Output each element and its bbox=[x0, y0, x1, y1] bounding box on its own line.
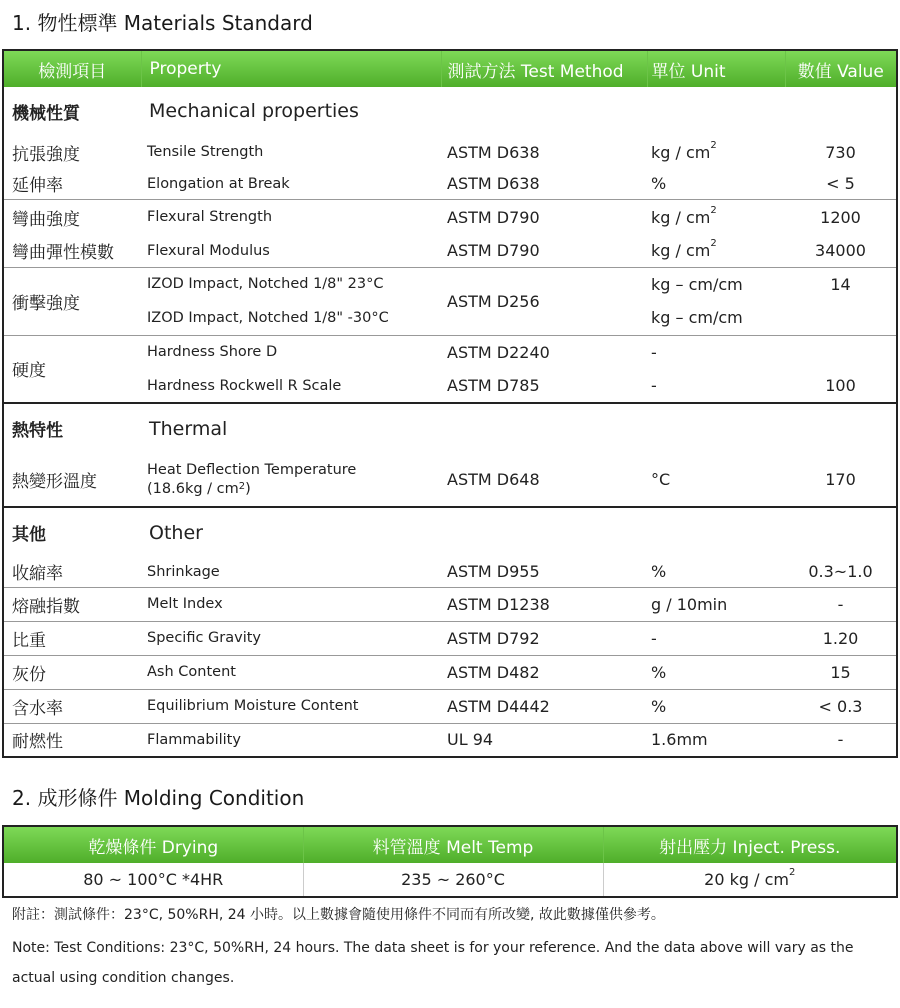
row-value bbox=[785, 301, 897, 335]
table-row bbox=[3, 621, 897, 655]
row-method: ASTM D256 bbox=[441, 267, 647, 335]
row-en: Tensile Strength bbox=[147, 144, 264, 160]
row-zh: 含水率 bbox=[3, 689, 141, 723]
row-unit: - bbox=[651, 376, 657, 395]
row-unit: °C bbox=[651, 470, 671, 489]
row-en: Flexural Strength bbox=[141, 199, 441, 235]
table-row bbox=[3, 267, 897, 301]
row-unit: % bbox=[647, 655, 785, 689]
category-en: Mechanical properties bbox=[149, 100, 359, 122]
row-method: ASTM D955 bbox=[447, 562, 540, 582]
row-method: ASTM D790 bbox=[447, 241, 540, 261]
molding-table bbox=[2, 825, 898, 898]
header-property: Property bbox=[141, 50, 441, 87]
row-en: Hardness Rockwell R Scale bbox=[147, 377, 342, 394]
note-zh: 附註：測試條件：23°C, 50%RH, 24 小時。以上數據會隨使用條件不同而有所改變, 故此數據僅供參考。 bbox=[12, 907, 665, 923]
category-zh: 熱特性 bbox=[3, 403, 141, 453]
row-method: ASTM D648 bbox=[447, 470, 540, 489]
row-method: ASTM D2240 bbox=[441, 335, 647, 369]
header-method: 測試方法 Test Method bbox=[441, 50, 647, 87]
header-inject-press: 射出壓力 Inject. Press. bbox=[603, 826, 897, 863]
molding-value-row bbox=[3, 863, 897, 897]
row-value: - bbox=[785, 723, 897, 757]
row-unit: 1.6mm bbox=[647, 723, 785, 757]
row-method: ASTM D790 bbox=[441, 199, 647, 235]
table-row bbox=[3, 335, 897, 369]
row-en: Equilibrium Moisture Content bbox=[141, 689, 441, 723]
row-zh: 彎曲彈性模數 bbox=[12, 243, 114, 264]
category-row bbox=[3, 507, 897, 557]
table-row bbox=[3, 199, 897, 235]
row-zh: 衝擊強度 bbox=[3, 267, 141, 335]
row-en: Elongation at Break bbox=[147, 175, 290, 192]
table-row bbox=[3, 587, 897, 621]
table-row bbox=[3, 453, 897, 507]
table-row bbox=[3, 689, 897, 723]
table-row bbox=[3, 723, 897, 757]
row-unit: - bbox=[647, 335, 785, 369]
row-unit: kg / $cm^2$ bbox=[651, 238, 717, 261]
header-melt-temp: 料管溫度 Melt Temp bbox=[303, 826, 603, 863]
row-value: 1.20 bbox=[785, 621, 897, 655]
row-value: 0.3~1.0 bbox=[808, 562, 873, 582]
row-en: Ash Content bbox=[141, 655, 441, 689]
category-row bbox=[3, 87, 897, 135]
section-title-molding: 2. 成形條件 Molding Condition bbox=[12, 786, 305, 810]
row-value bbox=[785, 335, 897, 369]
row-value: - bbox=[785, 587, 897, 621]
note-en: Note: Test Conditions: 23°C, 50%RH, 24 hours. The data sheet is for your reference. And the data above will vary as the actual using condition changes. bbox=[12, 940, 854, 986]
row-zh: 延伸率 bbox=[12, 176, 63, 197]
row-en: Flexural Modulus bbox=[147, 242, 270, 259]
category-row bbox=[3, 403, 897, 453]
category-zh: 其他 bbox=[3, 507, 141, 557]
table-row bbox=[3, 235, 897, 267]
category-en: Thermal bbox=[141, 403, 441, 453]
row-zh: 熔融指數 bbox=[3, 587, 141, 621]
row-method: ASTM D638 bbox=[447, 174, 540, 194]
table-row bbox=[3, 135, 897, 169]
row-unit: % bbox=[651, 174, 667, 194]
header-item: 檢測項目 bbox=[3, 50, 141, 87]
category-zh: 機械性質 bbox=[12, 103, 80, 124]
row-value: 14 bbox=[785, 267, 897, 301]
header-value: 數值 Value bbox=[785, 50, 897, 87]
row-value: 170 bbox=[825, 470, 856, 489]
row-zh: 熱變形溫度 bbox=[12, 472, 97, 492]
row-unit: % bbox=[647, 689, 785, 723]
table-row bbox=[3, 557, 897, 587]
row-zh: 耐燃性 bbox=[3, 723, 141, 757]
row-en: Specific Gravity bbox=[141, 621, 441, 655]
row-value: 1200 bbox=[785, 199, 897, 235]
row-method: ASTM D482 bbox=[441, 655, 647, 689]
row-value: < 0.3 bbox=[785, 689, 897, 723]
molding-header-row bbox=[3, 826, 897, 863]
row-en: Heat Deflection Temperature $(18.6kg / cm^2)$ bbox=[147, 461, 357, 497]
row-method: ASTM D638 bbox=[447, 142, 540, 162]
row-unit: kg – cm/cm bbox=[651, 308, 743, 328]
table-header-row bbox=[3, 50, 897, 87]
row-method: ASTM D4442 bbox=[441, 689, 647, 723]
row-method: ASTM D792 bbox=[441, 621, 647, 655]
melt-temp-value: 235 ~ 260°C bbox=[303, 863, 603, 897]
row-value: < 5 bbox=[826, 174, 855, 194]
category-en: Other bbox=[141, 507, 441, 557]
table-row bbox=[3, 169, 897, 199]
row-unit: kg / $cm^2$ bbox=[647, 199, 785, 235]
row-method: ASTM D1238 bbox=[441, 587, 647, 621]
table-row bbox=[3, 655, 897, 689]
row-en: Hardness Shore D bbox=[141, 335, 441, 369]
row-zh: 硬度 bbox=[3, 335, 141, 403]
row-method: ASTM D785 bbox=[447, 376, 540, 395]
row-unit: kg – cm/cm bbox=[647, 267, 785, 301]
row-value: 100 bbox=[825, 376, 856, 395]
drying-value: 80 ~ 100°C *4HR bbox=[3, 863, 303, 897]
row-unit: % bbox=[651, 562, 667, 582]
row-zh: 比重 bbox=[3, 621, 141, 655]
row-method: UL 94 bbox=[441, 723, 647, 757]
row-unit: kg / $cm^2$ bbox=[651, 139, 717, 162]
row-value: 34000 bbox=[815, 241, 866, 261]
row-en: Flammability bbox=[141, 723, 441, 757]
inject-press-value: 20 kg / $cm^2$ bbox=[704, 867, 796, 889]
row-en: Melt Index bbox=[141, 587, 441, 621]
row-en: IZOD Impact, Notched 1/8" -30°C bbox=[147, 309, 389, 326]
row-zh: 收縮率 bbox=[12, 564, 63, 585]
row-zh: 灰份 bbox=[3, 655, 141, 689]
header-drying: 乾燥條件 Drying bbox=[3, 826, 303, 863]
row-unit: g / 10min bbox=[647, 587, 785, 621]
section-title-materials: 1. 物性標準 Materials Standard bbox=[12, 11, 313, 35]
row-value: 730 bbox=[825, 142, 856, 162]
row-zh: 抗張強度 bbox=[12, 144, 80, 165]
row-unit: - bbox=[647, 621, 785, 655]
materials-table bbox=[2, 49, 898, 758]
row-en: IZOD Impact, Notched 1/8" 23°C bbox=[141, 267, 441, 301]
header-unit: 單位 Unit bbox=[647, 50, 785, 87]
row-value: 15 bbox=[785, 655, 897, 689]
row-en: Shrinkage bbox=[147, 563, 220, 580]
row-zh: 彎曲強度 bbox=[3, 199, 141, 235]
